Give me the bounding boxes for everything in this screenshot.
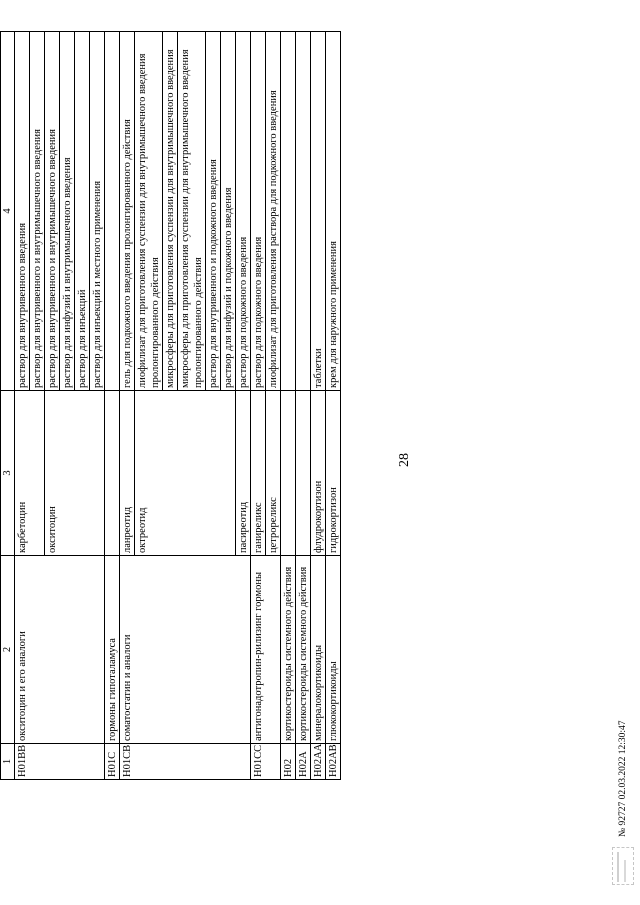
header-cell: 1 [1,744,15,780]
form-cell: крем для наружного применения [326,32,341,391]
drug-cell [281,391,296,556]
drug-cell [296,391,311,556]
code-cell [30,744,45,780]
code-cell: H01CC [251,744,266,780]
table-row [221,32,236,780]
code-cell [266,744,281,780]
drug-cell [60,391,75,556]
table-row [30,32,45,780]
code-cell [178,744,206,780]
drug-cell: флудрокортизон [311,391,326,556]
form-cell: микросферы для приготовления суспензии для внутримышечного введения [163,32,178,391]
code-cell [206,744,221,780]
code-cell: H01C [105,744,120,780]
header-cell: 4 [1,32,15,391]
name-cell [163,556,178,744]
form-cell: раствор для инъекций [75,32,90,391]
table-header-row [1,32,15,780]
code-cell [163,744,178,780]
table-row [15,32,30,780]
form-cell: раствор для внутривенного и подкожного введения [206,32,221,391]
drug-cell: ланреотид [120,391,135,556]
table-row [135,32,163,780]
table-row [90,32,105,780]
code-cell [90,744,105,780]
code-cell: H02AA [311,744,326,780]
name-cell [60,556,75,744]
table-row [296,32,311,780]
table-row [45,32,60,780]
drug-cell [75,391,90,556]
form-cell: раствор для инфузий и внутримышечного введения [60,32,75,391]
table-row [120,32,135,780]
code-cell [75,744,90,780]
name-cell: соматостатин и аналоги [120,556,135,744]
drug-cell [163,391,178,556]
table-row [251,32,266,780]
document-registration-label: № 92727 02.03.2022 12:30:47 [618,720,628,837]
code-cell: H02 [281,744,296,780]
code-cell [45,744,60,780]
table-row [266,32,281,780]
drug-cell [178,391,206,556]
drug-cell: октреотид [135,391,163,556]
form-cell: раствор для внутривенного и внутримышечного введения [45,32,60,391]
code-cell [221,744,236,780]
form-cell: гель для подкожного введения пролонгированного действия [120,32,135,391]
form-cell [296,32,311,391]
drug-table [0,31,341,780]
drug-cell [90,391,105,556]
table-row [326,32,341,780]
name-cell [90,556,105,744]
code-cell: H02A [296,744,311,780]
form-cell: раствор для внутривенного введения [15,32,30,391]
drug-cell: пасиреотид [236,391,251,556]
table-row [178,32,206,780]
code-cell [135,744,163,780]
registry-stamp-logo [612,847,634,885]
form-cell: таблетки [311,32,326,391]
table-row [105,32,120,780]
name-cell [266,556,281,744]
drug-cell: окситоцин [45,391,60,556]
name-cell: кортикостероиды системного действия [281,556,296,744]
form-cell: лиофилизат для приготовления раствора для подкожного введения [266,32,281,391]
name-cell [75,556,90,744]
drug-cell [30,391,45,556]
table-row [281,32,296,780]
name-cell [221,556,236,744]
header-cell: 2 [1,556,15,744]
name-cell: кортикостероиды системного действия [296,556,311,744]
name-cell: глюкокортикоиды [326,556,341,744]
table-row [311,32,326,780]
name-cell [135,556,163,744]
drug-cell: ганиреликс [251,391,266,556]
name-cell [45,556,60,744]
code-cell [60,744,75,780]
drug-cell [105,391,120,556]
table-row [60,32,75,780]
drug-cell: цетрореликс [266,391,281,556]
drug-cell: гидрокортизон [326,391,341,556]
code-cell: H01BB [15,744,30,780]
table-row [163,32,178,780]
form-cell: раствор для подкожного введения [236,32,251,391]
name-cell [178,556,206,744]
name-cell: антигонадотропин-рилизинг гормоны [251,556,266,744]
code-cell [236,744,251,780]
document-footer [612,721,634,885]
table-row [75,32,90,780]
page-number: 28 [397,453,412,467]
name-cell [206,556,221,744]
form-cell: раствор для инъекций и местного применения [90,32,105,391]
form-cell [281,32,296,391]
form-cell [105,32,120,391]
name-cell: минералокортикоиды [311,556,326,744]
drug-cell [221,391,236,556]
form-cell: лиофилизат для приготовления суспензии для внутримышечного введения пролонгированного действия [135,32,163,391]
header-cell: 3 [1,391,15,556]
code-cell: H02AB [326,744,341,780]
form-cell: раствор для инфузий и подкожного введения [221,32,236,391]
drug-cell: карбетоцин [15,391,30,556]
name-cell: окситоцин и его аналоги [15,556,30,744]
name-cell [30,556,45,744]
table-row [236,32,251,780]
table-row [206,32,221,780]
code-cell: H01CB [120,744,135,780]
drug-cell [206,391,221,556]
name-cell [236,556,251,744]
form-cell: раствор для подкожного введения [251,32,266,391]
form-cell: раствор для внутривенного и внутримышечного введения [30,32,45,391]
form-cell: микросферы для приготовления суспензии для внутримышечного введения пролонгированного действия [178,32,206,391]
name-cell: гормоны гипоталамуса [105,556,120,744]
